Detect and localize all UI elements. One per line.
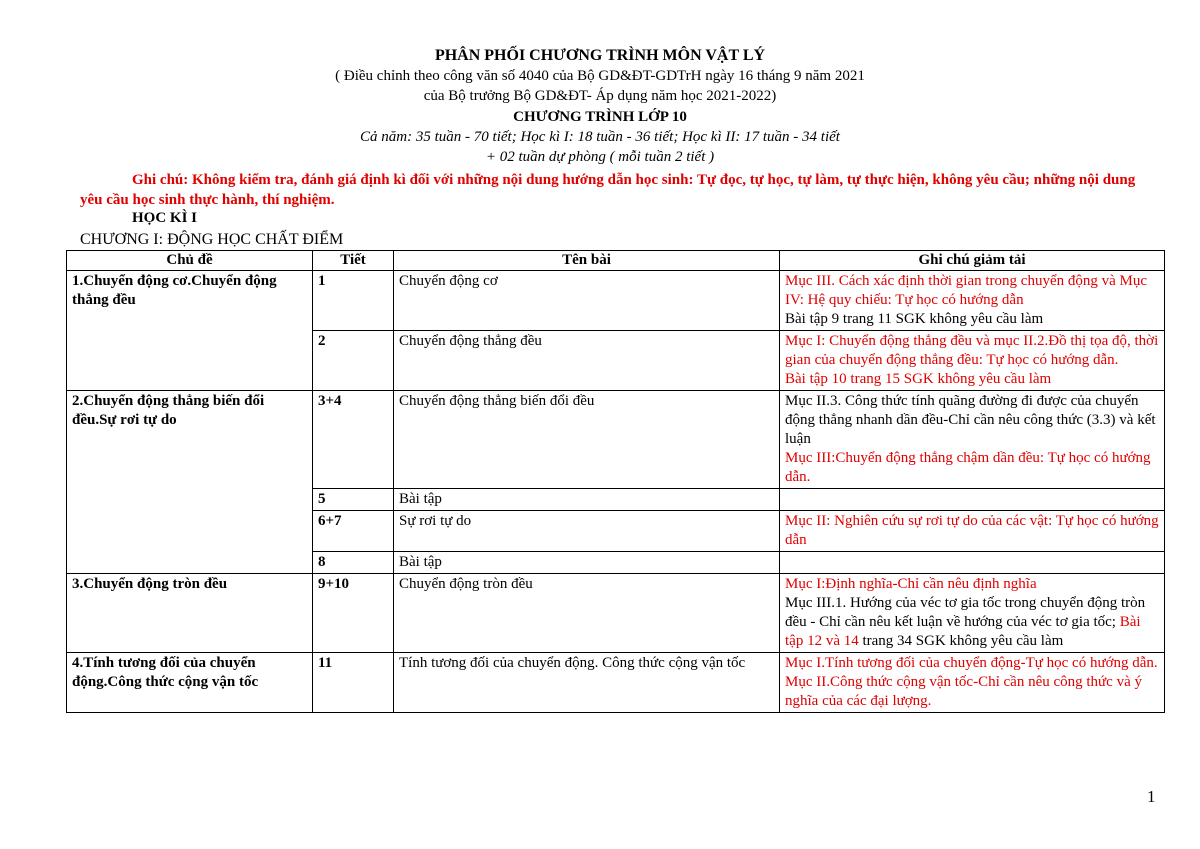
grade-heading: CHƯƠNG TRÌNH LỚP 10 — [513, 109, 687, 125]
period-cell: 9+10 — [313, 574, 394, 653]
lesson-cell: Bài tập — [394, 552, 780, 574]
subtitle-line-2: của Bộ trưởng Bộ GD&ĐT- Áp dụng năm học 2021-2022) — [423, 88, 777, 104]
schedule-line-2: + 02 tuần dự phòng ( mỗi tuần 2 tiết ) — [485, 149, 715, 165]
note-text: Mục II.Công thức cộng vận tốc-Chỉ cần nêu công thức và ý nghĩa của các đại lượng. — [785, 674, 1142, 709]
lesson-cell: Sự rơi tự do — [394, 511, 780, 552]
note-cell — [780, 391, 1165, 489]
note-paragraph: Ghi chú: Không kiểm tra, đánh giá định kì đối với những nội dung hướng dẫn học sinh: Tự đọc, tự học, tự làm, tự thực hiện, không yêu cầu; những nội dung yêu cầu học sinh thực hành, thí nghiệm. — [80, 172, 1136, 208]
note-cell — [780, 489, 1165, 511]
note-cell — [780, 331, 1165, 391]
note-cell — [780, 552, 1165, 574]
curriculum-table — [66, 250, 1165, 713]
semester-heading: HỌC KÌ I — [132, 210, 198, 226]
period-cell: 5 — [313, 489, 394, 511]
note-cell — [780, 511, 1165, 552]
header-note: Ghi chú giảm tải — [780, 251, 1165, 271]
note-text-part: Bài tập 12 và 14 — [785, 614, 1141, 649]
table-row — [67, 653, 1165, 713]
topic-cell: 1.Chuyển động cơ.Chuyển động thẳng đều — [67, 271, 313, 391]
document-header — [0, 46, 1200, 167]
note-cell — [780, 271, 1165, 331]
note-text: Mục II: Nghiên cứu sự rơi tự do của các vật: Tự học có hướng dẫn — [785, 513, 1159, 548]
note-text: Bài tập 10 trang 15 SGK không yêu cầu làm — [785, 371, 1052, 387]
note-text: Mục III. Cách xác định thời gian trong chuyển động và Mục IV: Hệ quy chiếu: Tự học có hướng dẫn — [785, 273, 1148, 308]
table-header-row — [67, 251, 1165, 271]
header-lesson: Tên bài — [394, 251, 780, 271]
header-topic: Chủ đề — [67, 251, 313, 271]
note-text-part: Mục III.1. Hướng của véc tơ gia tốc trong chuyển động tròn đều - Chỉ cần nêu kết luận về hướng của véc tơ gia tốc; — [785, 595, 1146, 630]
period-cell: 11 — [313, 653, 394, 713]
document-title: PHÂN PHỐI CHƯƠNG TRÌNH MÔN VẬT LÝ — [434, 47, 766, 64]
lesson-cell: Bài tập — [394, 489, 780, 511]
period-cell: 2 — [313, 331, 394, 391]
period-cell: 8 — [313, 552, 394, 574]
lesson-cell: Chuyển động tròn đều — [394, 574, 780, 653]
note-text: Mục I.Tính tương đối của chuyển động-Tự học có hướng dẫn. — [785, 655, 1158, 671]
topic-cell: 4.Tính tương đối của chuyển động.Công thức cộng vận tốc — [67, 653, 313, 713]
note-text: Bài tập 9 trang 11 SGK không yêu cầu làm — [785, 311, 1044, 327]
chapter-heading: CHƯƠNG I: ĐỘNG HỌC CHẤT ĐIỂM — [80, 231, 344, 248]
subtitle-line-1: ( Điều chỉnh theo công văn số 4040 của Bộ GD&ĐT-GDTrH ngày 16 tháng 9 năm 2021 — [335, 68, 865, 84]
table-row — [67, 574, 1165, 653]
note-text: Mục I:Định nghĩa-Chỉ cần nêu định nghĩa — [785, 576, 1037, 592]
note-text: Mục III:Chuyển động thẳng chậm dần đều: Tự học có hướng dẫn. — [785, 450, 1151, 485]
note-text-part: trang 34 SGK không yêu cầu làm — [862, 633, 1064, 649]
note-text: Mục I: Chuyển động thẳng đều và mục II.2.Đồ thị tọa độ, thời gian của chuyển động thẳng đều: Tự học có hướng dẫn. — [785, 333, 1159, 368]
table-row — [67, 271, 1165, 331]
note-text — [785, 594, 1159, 651]
schedule-line-1: Cả năm: 35 tuần - 70 tiết; Học kì I: 18 tuần - 36 tiết; Học kì II: 17 tuần - 34 tiết — [360, 129, 840, 145]
lesson-cell: Chuyển động cơ — [394, 271, 780, 331]
period-cell: 6+7 — [313, 511, 394, 552]
header-period: Tiết — [313, 251, 394, 271]
lesson-cell: Chuyển động thẳng biến đổi đều — [394, 391, 780, 489]
period-cell: 1 — [313, 271, 394, 331]
table-row — [67, 391, 1165, 489]
note-cell — [780, 653, 1165, 713]
lesson-cell: Tính tương đối của chuyển động. Công thức cộng vận tốc — [394, 653, 780, 713]
lesson-cell: Chuyển động thẳng đều — [394, 331, 780, 391]
period-cell: 3+4 — [313, 391, 394, 489]
note-cell — [780, 574, 1165, 653]
topic-cell: 3.Chuyển động tròn đều — [67, 574, 313, 653]
topic-cell: 2.Chuyển động thẳng biến đổi đều.Sự rơi tự do — [67, 391, 313, 574]
note-text: Mục II.3. Công thức tính quãng đường đi được của chuyển động thẳng nhanh dần đều-Chỉ cần nêu công thức (3.3) và kết luận — [785, 393, 1156, 447]
page-number: 1 — [1147, 787, 1156, 806]
